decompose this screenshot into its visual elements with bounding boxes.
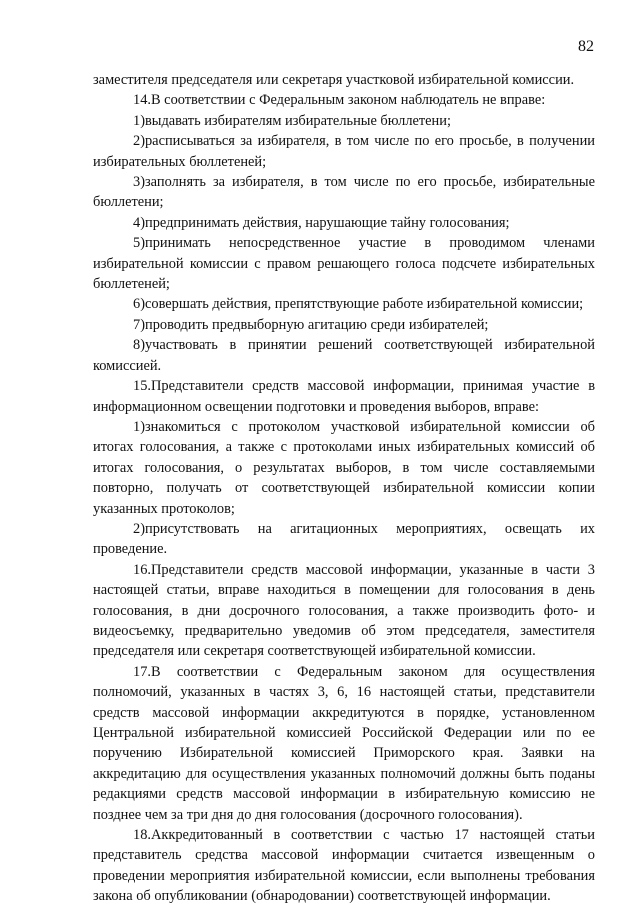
- paragraph: 18.Аккредитованный в соответствии с частью 17 настоящей статьи представитель средства массовой информации считается извещенным о проведении мероприятия избирательной комиссии, если выполнены требования закона об опубликовании (обнародовании) соответствующей информации.: [93, 827, 595, 905]
- paragraph: 5)принимать непосредственное участие в проводимом членами избирательной комиссии с правом решающего голоса подсчете избирательных бюллетеней;: [93, 235, 595, 293]
- paragraph: 7)проводить предвыборную агитацию среди избирателей;: [133, 316, 489, 333]
- paragraph: 4)предпринимать действия, нарушающие тайну голосования;: [133, 214, 510, 231]
- paragraph: 2)расписываться за избирателя, в том числе по его просьбе, в получении избирательных бюллетеней;: [93, 133, 595, 170]
- paragraph: 1)знакомиться с протоколом участковой избирательной комиссии об итогах голосования, а также с протоколами иных избирательных комиссий об итогах голосования, о результатах выборов, в том числе составляемыми повторно, получать от соответствующей избирательной комиссии копии указанных протоколов;: [93, 418, 595, 517]
- paragraph: 2)присутствовать на агитационных мероприятиях, освещать их проведение.: [93, 520, 595, 558]
- paragraph: заместителя председателя или секретаря участковой избирательной комиссии.: [93, 72, 575, 88]
- document-body: [93, 70, 595, 907]
- paragraph: 16.Представители средств массовой информации, указанные в части 3 настоящей статьи, вправе находиться в помещении для голосования в день голосования, в дни досрочного голосования, а также производить фото- и видеосъемку, предварительно уведомив об этом председателя, заместителя председателя или секретаря соответствующей избирательной комиссии.: [93, 561, 595, 660]
- paragraph: 3)заполнять за избирателя, в том числе по его просьбе, избирательные бюллетени;: [93, 174, 595, 211]
- page-number: 82: [578, 38, 594, 55]
- paragraph: 15.Представители средств массовой информации, принимая участие в информационном освещении подготовки и проведения выборов, вправе:: [93, 378, 595, 415]
- paragraph: 14.В соответствии с Федеральным законом наблюдатель не вправе:: [133, 92, 546, 109]
- paragraph: 1)выдавать избирателям избирательные бюллетени;: [133, 112, 451, 129]
- paragraph: 8)участвовать в принятии решений соответствующей избирательной комиссией.: [93, 337, 595, 374]
- paragraph: 17.В соответствии с Федеральным законом для осуществления полномочий, указанных в частях 3, 6, 16 настоящей статьи, представители средств массовой информации аккредитуются в порядке, установленном Центральной избирательной комиссией Российской Федерации или по ее поручению Избирательной комиссией Приморского края. Заявки на аккредитацию для осуществления указанных полномочий должны быть поданы редакциями средств массовой информации в избирательную комиссию не позднее чем за три дня до дня голосования (досрочного голосования).: [93, 663, 595, 823]
- paragraph: 6)совершать действия, препятствующие работе избирательной комиссии;: [133, 296, 584, 313]
